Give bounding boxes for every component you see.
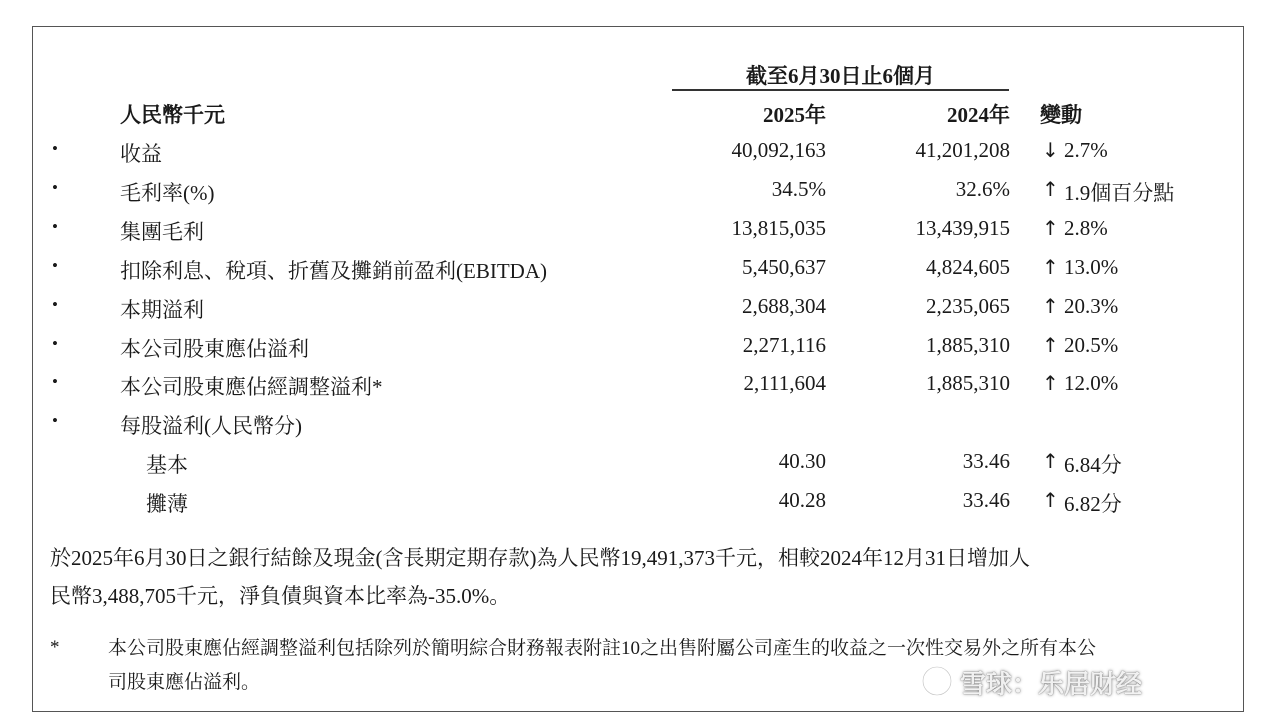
row-value-2024: 41,201,208 (915, 138, 1010, 162)
row-value-2024: 32.6% (955, 176, 1010, 201)
row-label: 集團毛利 (120, 219, 204, 244)
up-arrow-icon: ↑ (1042, 293, 1059, 318)
row-label: 本公司股東應佔溢利 (120, 336, 309, 361)
row-value-2025: 5,450,637 (742, 254, 826, 279)
up-arrow-icon: ↑ (1042, 449, 1059, 474)
footnote-line-1: 本公司股東應佔經調整溢利包括除列於簡明綜合財務報表附註10之出售附屬公司產生的收益之一次性交易外之所有本公 (108, 638, 1097, 659)
column-header-change: 變動 (1040, 103, 1082, 127)
row-value-2024: 4,824,605 (926, 254, 1010, 279)
row-value-2025: 2,111,604 (743, 371, 826, 396)
up-arrow-icon: ↑ (1042, 488, 1059, 513)
up-arrow-icon: ↑ (1042, 176, 1059, 201)
row-change: 6.82分 (1064, 492, 1122, 517)
row-value-2025: 40.30 (778, 449, 826, 474)
row-label: 收益 (120, 142, 162, 166)
row-label: 扣除利息、稅項、折舊及攤銷前盈利(EBITDA) (120, 258, 547, 283)
row-value-2024: 13,439,915 (915, 215, 1010, 240)
unit-label: 人民幣千元 (120, 103, 225, 127)
footnote-marker: * (50, 637, 60, 658)
row-change: 13.0% (1064, 254, 1119, 279)
row-value-2025: 2,688,304 (742, 293, 826, 318)
row-value-2024: 1,885,310 (926, 371, 1010, 396)
row-change: 2.7% (1064, 138, 1108, 162)
row-label: 本期溢利 (120, 297, 204, 322)
paragraph-line-1: 於2025年6月30日之銀行結餘及現金(含長期定期存款)為人民幣19,491,373千元，相較2024年12月31日增加人 (50, 546, 1030, 570)
row-label: 毛利率(%) (120, 180, 215, 205)
up-arrow-icon: ↑ (1042, 371, 1059, 396)
row-bullet: • (52, 177, 58, 197)
row-value-2025: 34.5% (771, 176, 826, 201)
sub-row-label: 基本 (146, 453, 188, 478)
row-change: 12.0% (1064, 371, 1119, 396)
column-header-2024: 2024年 (947, 103, 1010, 127)
row-change: 20.5% (1064, 332, 1119, 357)
row-value-2024: 33.46 (962, 488, 1010, 513)
row-bullet: • (52, 139, 58, 158)
row-change: 1.9個百分點 (1064, 180, 1175, 205)
row-bullet: • (52, 372, 58, 392)
paragraph-line-2: 民幣3,488,705千元，淨負債與資本比率為-35.0%。 (50, 584, 511, 608)
down-arrow-icon: ↓ (1042, 138, 1059, 162)
row-bullet: • (52, 411, 58, 431)
row-value-2024: 2,235,065 (926, 293, 1010, 318)
xueqiu-logo-icon (920, 664, 954, 698)
row-label: 本公司股東應佔經調整溢利* (120, 375, 383, 400)
row-change: 2.8% (1064, 215, 1108, 240)
footnote-line-2: 司股東應佔溢利。 (108, 672, 261, 693)
watermark-text: 雪球：乐居财经 (960, 670, 1143, 700)
row-value-2025: 13,815,035 (731, 215, 826, 240)
cash-balance-paragraph (50, 539, 1230, 615)
period-header: 截至6月30日止6個月 (746, 64, 935, 88)
row-value-2025: 2,271,116 (742, 332, 826, 357)
period-header-rule (672, 89, 1009, 91)
sub-row-label: 攤薄 (146, 492, 188, 517)
up-arrow-icon: ↑ (1042, 332, 1059, 357)
row-value-2024: 1,885,310 (926, 332, 1010, 357)
row-change: 20.3% (1064, 293, 1119, 318)
row-value-2025: 40,092,163 (731, 138, 826, 162)
up-arrow-icon: ↑ (1042, 215, 1059, 240)
row-bullet: • (52, 333, 58, 353)
row-bullet: • (52, 216, 58, 236)
row-value-2025: 40.28 (778, 488, 826, 513)
row-bullet: • (52, 294, 58, 314)
row-label: 每股溢利(人民幣分) (120, 414, 302, 439)
row-change: 6.84分 (1064, 453, 1122, 478)
row-bullet: • (52, 255, 58, 275)
column-header-2025: 2025年 (763, 103, 826, 127)
up-arrow-icon: ↑ (1042, 254, 1059, 279)
row-value-2024: 33.46 (962, 449, 1010, 474)
